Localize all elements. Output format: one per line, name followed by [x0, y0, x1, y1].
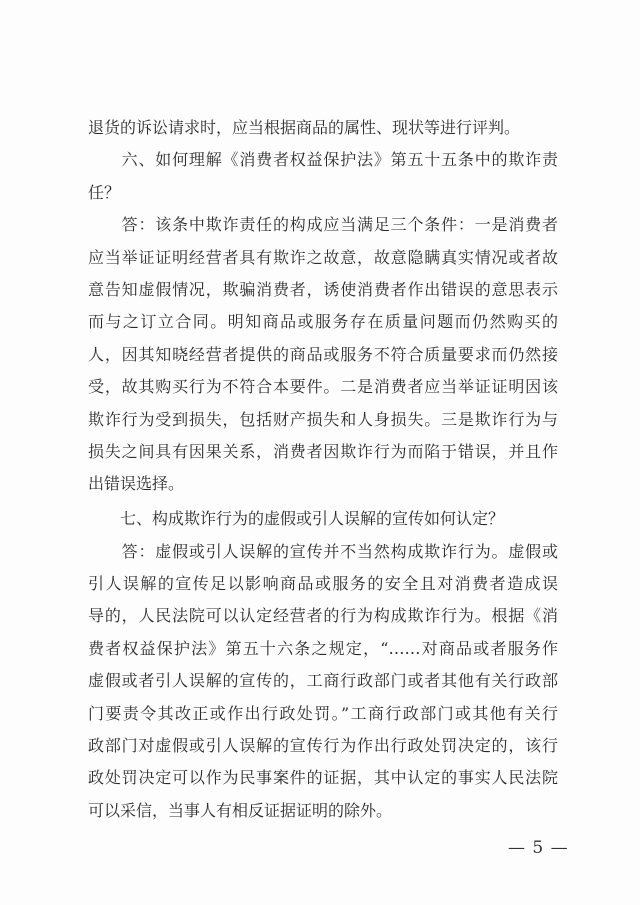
text-line: 答：该条中欺诈责任的构成应当满足三个条件：一是消费者 [88, 215, 558, 235]
document-body [88, 112, 558, 827]
text-line: 欺诈行为受到损失，包括财产损失和人身损失。三是欺诈行为与 [88, 409, 558, 429]
text-line: 受，故其购买行为不符合本要件。二是消费者应当举证证明因该 [88, 377, 558, 397]
paragraph-a6 [88, 209, 558, 501]
text-line: 六、如何理解《消费者权益保护法》第五十五条中的欺诈责 [88, 150, 558, 170]
text-line: 门要责令其改正或作出行政处罚。”工商行政部门或其他有关行 [88, 703, 558, 723]
text-line: 损失之间具有因果关系，消费者因欺诈行为而陷于错误，并且作 [88, 441, 558, 461]
text-line: 导的，人民法院可以认定经营者的行为构成欺诈行为。根据《消 [88, 606, 558, 626]
text-line: 人，因其知晓经营者提供的商品或服务不符合质量要求而仍然接 [88, 344, 558, 364]
text-line: 意告知虚假情况，欺骗消费者，诱使消费者作出错误的意思表示 [88, 279, 558, 299]
text-line: 费者权益保护法》第五十六条之规定，“……对商品或者服务作 [88, 638, 558, 658]
paragraph-a7 [88, 536, 558, 828]
text-line: 引人误解的宣传足以影响商品或服务的安全且对消费者造成误 [88, 573, 558, 593]
paragraph-q6 [88, 144, 558, 209]
text-line: 而与之订立合同。明知商品或服务存在质量问题而仍然购买的 [88, 312, 558, 332]
text-line: 虚假或者引人误解的宣传的，工商行政部门或者其他有关行政部 [88, 671, 558, 691]
text-line: 政处罚决定可以作为民事案件的证据，其中认定的事实人民法院 [88, 768, 558, 788]
text-line: 可以采信，当事人有相反证据证明的除外。 [88, 800, 393, 820]
text-line: 政部门对虚假或引人误解的宣传行为作出行政处罚决定的，该行 [88, 735, 558, 755]
text-line: 七、构成欺诈行为的虚假或引人误解的宣传如何认定？ [88, 509, 505, 529]
text-line: 应当举证证明经营者具有欺诈之故意，故意隐瞒真实情况或者故 [88, 247, 558, 267]
text-line: 答：虚假或引人误解的宣传并不当然构成欺诈行为。虚假或 [88, 541, 558, 561]
page-number: — 5 — [508, 838, 569, 858]
text-line: 退货的诉讼请求时，应当根据商品的属性、现状等进行评判。 [88, 118, 521, 137]
paragraph-q7 [88, 503, 558, 535]
text-line: 任？ [88, 182, 121, 202]
paragraph-continuation [88, 112, 558, 144]
text-line: 出错误选择。 [88, 474, 185, 494]
